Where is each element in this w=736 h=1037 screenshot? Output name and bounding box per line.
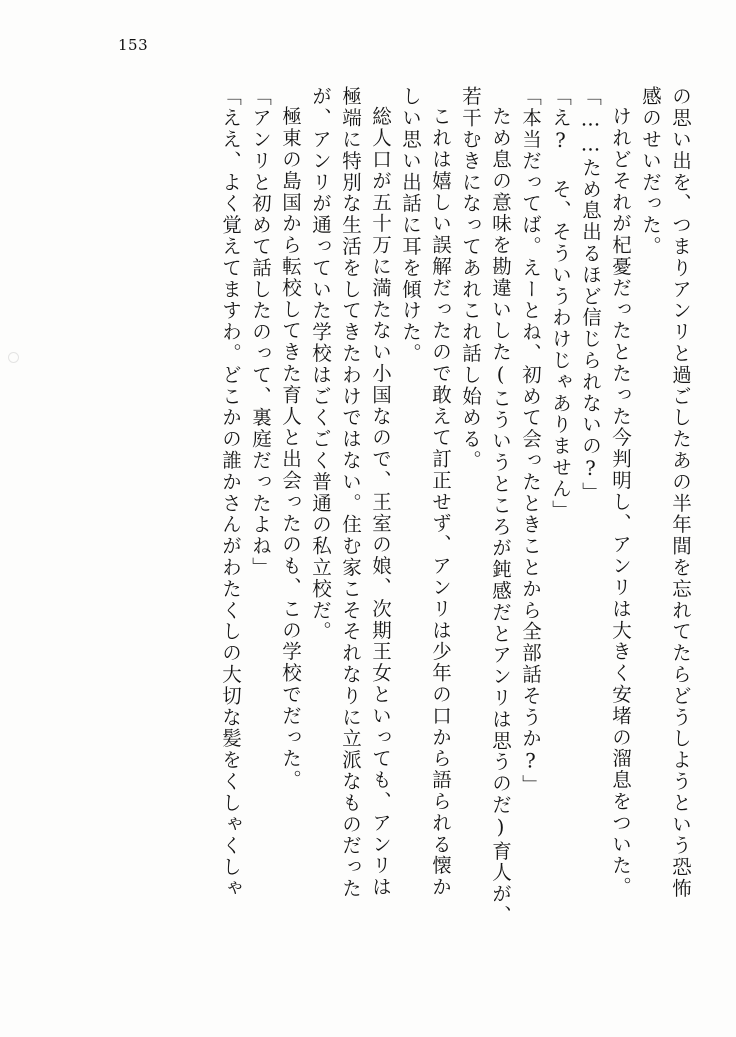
text-column: ため息の意味を勘違いした(こういうところが鈍感だとアンリは思うのだ)育人が、 xyxy=(489,106,512,927)
text-column: 「え? そ、そういうわけじゃありません」 xyxy=(549,86,572,521)
text-column: 「アンリと初めて話したのって、裏庭だったよね」 xyxy=(249,86,272,579)
text-column: 「本当だってば。えーとね、初めて会ったときことから全部話そうか?」 xyxy=(519,86,542,796)
page-number: 153 xyxy=(118,36,149,54)
text-column: けれどそれが杞憂だったとたった今判明し、アンリは大きく安堵の溜息をついた。 xyxy=(609,106,632,898)
text-column: が、アンリが通っていた学校はごくごく普通の私立校だ。 xyxy=(309,86,332,643)
vertical-text-body xyxy=(210,86,690,986)
text-column: 極端に特別な生活をしてきたわけではない。住む家こそそれなりに立派なものだった xyxy=(339,86,362,900)
text-column: これは嬉しい誤解だったので敢えて訂正せず、アンリは少年の口から語られる懐か xyxy=(429,106,452,898)
text-column: 若干むきになってあれこれ話し始める。 xyxy=(459,86,482,472)
scan-artifact-mark xyxy=(8,352,19,363)
text-column: 「ええ、よく覚えてますわ。どこかの誰かさんがわたくしの大切な髪をくしゃくしゃ xyxy=(219,86,242,900)
text-column: 「……ため息出るほど信じられないの?」 xyxy=(579,86,602,504)
text-column: 極東の島国から転校してきた育人と出会ったのも、この学校でだった。 xyxy=(279,106,302,791)
text-column: の思い出を、つまりアンリと過ごしたあの半年間を忘れてたらどうしようという恐怖 xyxy=(669,86,692,900)
text-column: しい思い出話に耳を傾けた。 xyxy=(399,86,422,365)
text-column: 総人口が五十万に満たない小国なので、王室の娘、次期王女といっても、アンリは xyxy=(369,106,392,898)
text-column: 感のせいだった。 xyxy=(639,86,662,258)
